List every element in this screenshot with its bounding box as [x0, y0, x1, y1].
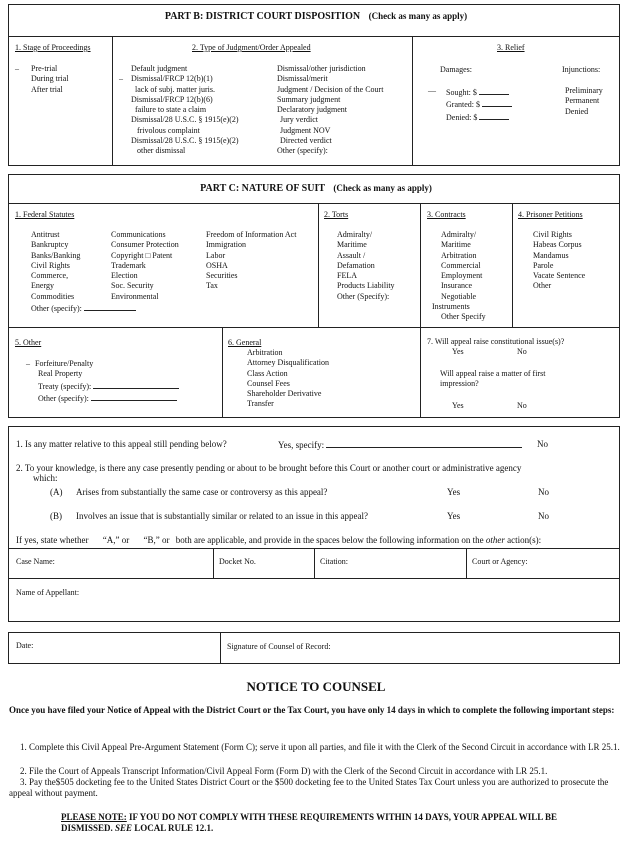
federal-environmental[interactable]: Environmental [111, 291, 159, 301]
injunction-preliminary[interactable]: Preliminary [565, 86, 603, 95]
if-yes-a[interactable]: “A,” or [102, 535, 130, 545]
relief-check-mark: — [428, 86, 436, 95]
dismissed-text: DISMISSED. [61, 823, 116, 833]
prisoner-mandamus[interactable]: Mandamus [533, 250, 569, 260]
pending-q1: 1. Is any matter relative to this appeal still pending below? [16, 439, 227, 449]
pending-a-yes[interactable]: Yes [447, 487, 461, 497]
stage-heading: 1. Stage of Proceedings [15, 43, 91, 52]
judgment-declaratory[interactable]: Declaratory judgment [277, 105, 347, 115]
part-c-col-divider-4 [222, 327, 223, 418]
torts-admiralty[interactable]: Admiralty/ [337, 230, 373, 239]
federal-osha[interactable]: OSHA [206, 260, 228, 270]
case-col-divider-2 [314, 548, 315, 578]
pending-q2-line2: which: [33, 473, 58, 483]
contracts-employment[interactable]: Employment [441, 271, 483, 281]
sought-amount-line[interactable] [479, 86, 509, 95]
pending-q1-specify-line[interactable] [326, 439, 522, 448]
general-shareholder-derivative[interactable]: Shareholder Derivative [247, 389, 322, 399]
judgment-frcp-12b6-desc: failure to state a claim [135, 105, 207, 115]
part-c-title-row [0, 183, 632, 196]
part-b-title: PART B: DISTRICT COURT DISPOSITION [164, 11, 361, 22]
if-yes-other: other [485, 535, 505, 545]
pending-b-label: (B) [50, 511, 62, 521]
part-b-col-divider-1 [112, 36, 113, 166]
denied-amount-line[interactable] [479, 111, 509, 120]
part-c-col-divider-3 [512, 203, 513, 327]
federal-communications[interactable]: Communications [111, 230, 166, 239]
if-yes-prefix: If yes, state whether [16, 535, 89, 545]
pending-b-text: Involves an issue that is substantially similar or related to an issue in this appeal? [76, 511, 368, 521]
prisoner-habeas-corpus[interactable]: Habeas Corpus [533, 240, 582, 250]
federal-soc-security[interactable]: Soc. Security [111, 281, 154, 291]
contracts-admiralty[interactable]: Admiralty/ [441, 230, 477, 239]
torts-assault[interactable]: Assault / [337, 250, 366, 260]
federal-bankruptcy[interactable]: Bankruptcy [31, 240, 69, 250]
judgment-heading: 2. Type of Judgment/Order Appealed [192, 43, 311, 52]
q7-yes[interactable]: Yes [452, 347, 464, 356]
general-arbitration[interactable]: Arbitration [247, 348, 283, 357]
part-c-title: PART C: NATURE OF SUIT [200, 183, 325, 194]
judgment-1915-frivolous-desc: frivolous complaint [137, 125, 200, 135]
pending-a-text: Arises from substantially the same case or controversy as this appeal? [76, 487, 328, 497]
case-col-divider-3 [466, 548, 467, 578]
other-forfeiture[interactable]: Forfeiture/Penalty [35, 359, 94, 368]
relief-injunctions-label: Injunctions: [562, 65, 601, 74]
if-yes-suffix: action(s): [504, 535, 542, 545]
relief-heading: 3. Relief [497, 43, 525, 52]
pending-q2-line1: 2. To your knowledge, is there any case presently pending or about to be brought before this Court or another court or administrative agency [16, 463, 522, 473]
case-row-bottom [8, 578, 620, 579]
judgment-frcp-12b6[interactable]: Dismissal/FRCP 12(b)(6) [131, 94, 213, 104]
treaty-line[interactable] [93, 380, 179, 389]
relief-sought[interactable]: Sought: $ [446, 88, 477, 97]
federal-other[interactable]: Other (specify): [31, 304, 82, 314]
warning-text: IF YOU DO NOT COMPLY WITH THESE REQUIREMENTS WITHIN 14 DAYS, YOUR APPEAL WILL BE [126, 812, 558, 822]
stage-after-trial[interactable]: After trial [31, 84, 63, 94]
contracts-negotiable[interactable]: Negotiable [441, 291, 477, 301]
contracts-other[interactable]: Other Specify [441, 312, 486, 322]
judgment-right-list [277, 64, 383, 157]
part-b-col-divider-2 [412, 36, 413, 166]
judgment-summary[interactable]: Summary judgment [277, 94, 341, 104]
pending-a-label: (A) [50, 487, 63, 497]
federal-statutes-heading: 1. Federal Statutes [15, 210, 75, 219]
torts-fela[interactable]: FELA [337, 271, 357, 281]
part-c-col-divider-1 [318, 203, 319, 327]
contracts-instruments: Instruments [432, 302, 470, 312]
torts-other[interactable]: Other (Specify): [337, 291, 390, 301]
pending-q1-yes-row [278, 439, 522, 451]
stage-pretrial[interactable]: Pre-trial [31, 64, 58, 73]
general-counsel-fees[interactable]: Counsel Fees [247, 378, 290, 388]
judgment-default[interactable]: Default judgment [131, 64, 188, 73]
federal-other-line[interactable] [84, 302, 136, 311]
contracts-maritime: Maritime [441, 240, 471, 250]
date-field[interactable]: Date: [16, 641, 34, 650]
torts-list [337, 230, 395, 302]
judgment-1915-other-desc: other dismissal [137, 146, 186, 156]
q7-impression-yes[interactable]: Yes [452, 401, 464, 410]
federal-copyright-patent[interactable]: Copyright □ Patent [111, 250, 173, 260]
federal-foia[interactable]: Freedom of Information Act [206, 230, 297, 239]
part-b-divider [8, 36, 620, 37]
federal-election[interactable]: Election [111, 271, 138, 281]
stage-list [31, 64, 69, 95]
court-agency-field[interactable]: Court or Agency: [472, 557, 528, 566]
pending-q1-no[interactable]: No [537, 439, 548, 449]
stage-check-mark: – [15, 64, 19, 73]
notice-step-1: 1. Complete this Civil Appeal Pre-Argument Statement (Form C); serve it upon all parties, and file it with the Clerk of the Second Circuit in accordance with LR 25.1. [20, 742, 620, 752]
if-yes-both: both are applicable, and provide in the spaces below the following information on the [175, 535, 486, 545]
torts-defamation: Defamation [337, 260, 375, 270]
judgment-jury-verdict[interactable]: Jury verdict [280, 115, 318, 125]
relief-injunction-list [565, 86, 603, 117]
stage-during-trial[interactable]: During trial [31, 74, 69, 84]
prisoner-list [533, 230, 585, 292]
judgment-other-jurisdiction[interactable]: Dismissal/other jurisdiction [277, 64, 366, 73]
general-class-action[interactable]: Class Action [247, 368, 288, 378]
federal-immigration[interactable]: Immigration [206, 240, 246, 250]
counsel-signature-field[interactable]: Signature of Counsel of Record: [227, 642, 331, 651]
injunction-permanent[interactable]: Permanent [565, 96, 600, 106]
part-c-col-divider-5 [420, 327, 421, 418]
torts-products-liability[interactable]: Products Liability [337, 281, 395, 291]
q7-first-impression-1: Will appeal raise a matter of first [440, 369, 546, 378]
federal-col-3 [206, 230, 296, 292]
prisoner-vacate-sentence[interactable]: Vacate Sentence [533, 271, 586, 281]
docket-no-field[interactable]: Docket No. [219, 557, 256, 566]
pending-a-no[interactable]: No [538, 487, 549, 497]
case-col-divider-1 [213, 548, 214, 578]
judgment-merit[interactable]: Dismissal/merit [277, 74, 328, 84]
federal-energy[interactable]: Energy [31, 281, 54, 291]
contracts-insurance[interactable]: Insurance [441, 281, 473, 291]
part-b-title-row [0, 11, 632, 24]
federal-banks[interactable]: Banks/Banking [31, 250, 81, 260]
signature-divider [220, 632, 221, 664]
other-check-mark: – [26, 359, 30, 368]
torts-heading: 2. Torts [324, 210, 349, 219]
notice-intro: Once you have filed your Notice of Appeal with the District Court or the Tax Court, you have only 14 days in which to complete the following important steps: [9, 705, 615, 715]
if-yes-line [16, 535, 541, 546]
other-specify-line[interactable] [91, 392, 177, 401]
federal-civil-rights[interactable]: Civil Rights [31, 260, 70, 270]
relief-denied[interactable]: Denied: $ [446, 112, 478, 122]
part-c-check-note: (Check as many as apply) [333, 183, 432, 193]
general-list [247, 348, 329, 410]
part-c-row-divider [8, 327, 620, 328]
judgment-directed-verdict[interactable]: Directed verdict [280, 136, 332, 146]
part-c-col-divider-2 [420, 203, 421, 327]
judgment-check-mark: – [119, 74, 123, 83]
federal-antitrust[interactable]: Antitrust [31, 230, 60, 239]
other-treaty[interactable]: Treaty (specify): [38, 381, 92, 391]
notice-step-2: 2. File the Court of Appeals Transcript Information/Civil Appeal Form (Form D) with the Clerk of the Second Circuit in accordance with LR 25.1. [20, 766, 548, 776]
federal-trademark[interactable]: Trademark [111, 260, 146, 270]
contracts-list [432, 230, 486, 323]
judgment-1915-frivolous[interactable]: Dismissal/28 U.S.C. § 1915(e)(2) [131, 115, 239, 125]
pending-b-yes[interactable]: Yes [447, 511, 461, 521]
part-b-check-note: (Check as many as apply) [368, 11, 468, 21]
notice-step-3: 3. Pay the$505 docketing fee to the United States District Court or the $500 docketing fee to the United States Tax Court unless you are authorized to prosecute the appeal without payment. [9, 777, 609, 798]
notice-title: NOTICE TO COUNSEL [246, 679, 386, 694]
general-attorney-disqualification[interactable]: Attorney Disqualification [247, 358, 329, 368]
federal-commerce[interactable]: Commerce, [31, 271, 69, 281]
injunction-denied[interactable]: Denied [565, 106, 589, 116]
prisoner-heading: 4. Prisoner Petitions [518, 210, 583, 219]
q7-first-impression-2: impression? [440, 379, 479, 388]
contracts-commercial[interactable]: Commercial [441, 260, 481, 270]
appellant-name-field[interactable]: Name of Appellant: [16, 588, 80, 597]
granted-amount-line[interactable] [482, 98, 512, 107]
if-yes-b[interactable]: “B,” or [143, 535, 170, 545]
see-text: SEE [115, 823, 133, 833]
contracts-arbitration[interactable]: Arbitration [441, 250, 477, 260]
case-name-field[interactable]: Case Name: [16, 557, 55, 566]
torts-maritime: Maritime [337, 240, 367, 250]
pending-b-no[interactable]: No [538, 511, 549, 521]
federal-col-2 [111, 230, 179, 302]
judgment-frcp-12b1[interactable]: Dismissal/FRCP 12(b)(1) [131, 74, 213, 84]
judgment-frcp-12b1-desc: lack of subj. matter juris. [135, 84, 215, 94]
federal-securities[interactable]: Securities [206, 271, 238, 281]
judgment-1915-other[interactable]: Dismissal/28 U.S.C. § 1915(e)(2) [131, 136, 239, 146]
federal-labor[interactable]: Labor [206, 250, 226, 260]
please-note-label: PLEASE NOTE: [61, 812, 127, 822]
relief-granted[interactable]: Granted: $ [446, 100, 480, 110]
judgment-other-specify[interactable]: Other (specify): [277, 146, 328, 156]
other-real-property[interactable]: Real Property [38, 369, 83, 379]
relief-damages-list [446, 86, 512, 123]
q7-no[interactable]: No [517, 347, 527, 356]
relief-damages-label: Damages: [440, 65, 472, 74]
prisoner-civil-rights[interactable]: Civil Rights [533, 230, 572, 239]
local-rule-text: LOCAL RULE 12.1. [132, 823, 214, 833]
part-c-divider [8, 203, 620, 204]
federal-consumer-protection[interactable]: Consumer Protection [111, 240, 179, 250]
notice-warning [61, 812, 557, 834]
q7-impression-no[interactable]: No [517, 401, 527, 410]
federal-commodities[interactable]: Commodities [31, 291, 75, 301]
other-heading: 5. Other [15, 338, 42, 347]
related-cases-section [8, 426, 620, 622]
other-list [35, 359, 179, 404]
pending-q1-yes[interactable]: Yes, specify: [278, 440, 325, 450]
general-heading: 6. General [228, 338, 262, 347]
prisoner-other[interactable]: Other [533, 281, 552, 291]
general-transfer[interactable]: Transfer [247, 399, 274, 409]
judgment-decision-of-court[interactable]: Judgment / Decision of the Court [277, 84, 384, 94]
q7-question: 7. Will appeal raise constitutional issue(s)? [427, 337, 565, 346]
judgment-nov[interactable]: Judgment NOV [280, 125, 331, 135]
contracts-heading: 3. Contracts [427, 210, 466, 219]
judgment-left-list [131, 64, 239, 157]
federal-tax[interactable]: Tax [206, 281, 218, 291]
other-specify[interactable]: Other (specify): [38, 393, 89, 403]
prisoner-parole[interactable]: Parole [533, 260, 554, 270]
citation-field[interactable]: Citation: [320, 557, 348, 566]
